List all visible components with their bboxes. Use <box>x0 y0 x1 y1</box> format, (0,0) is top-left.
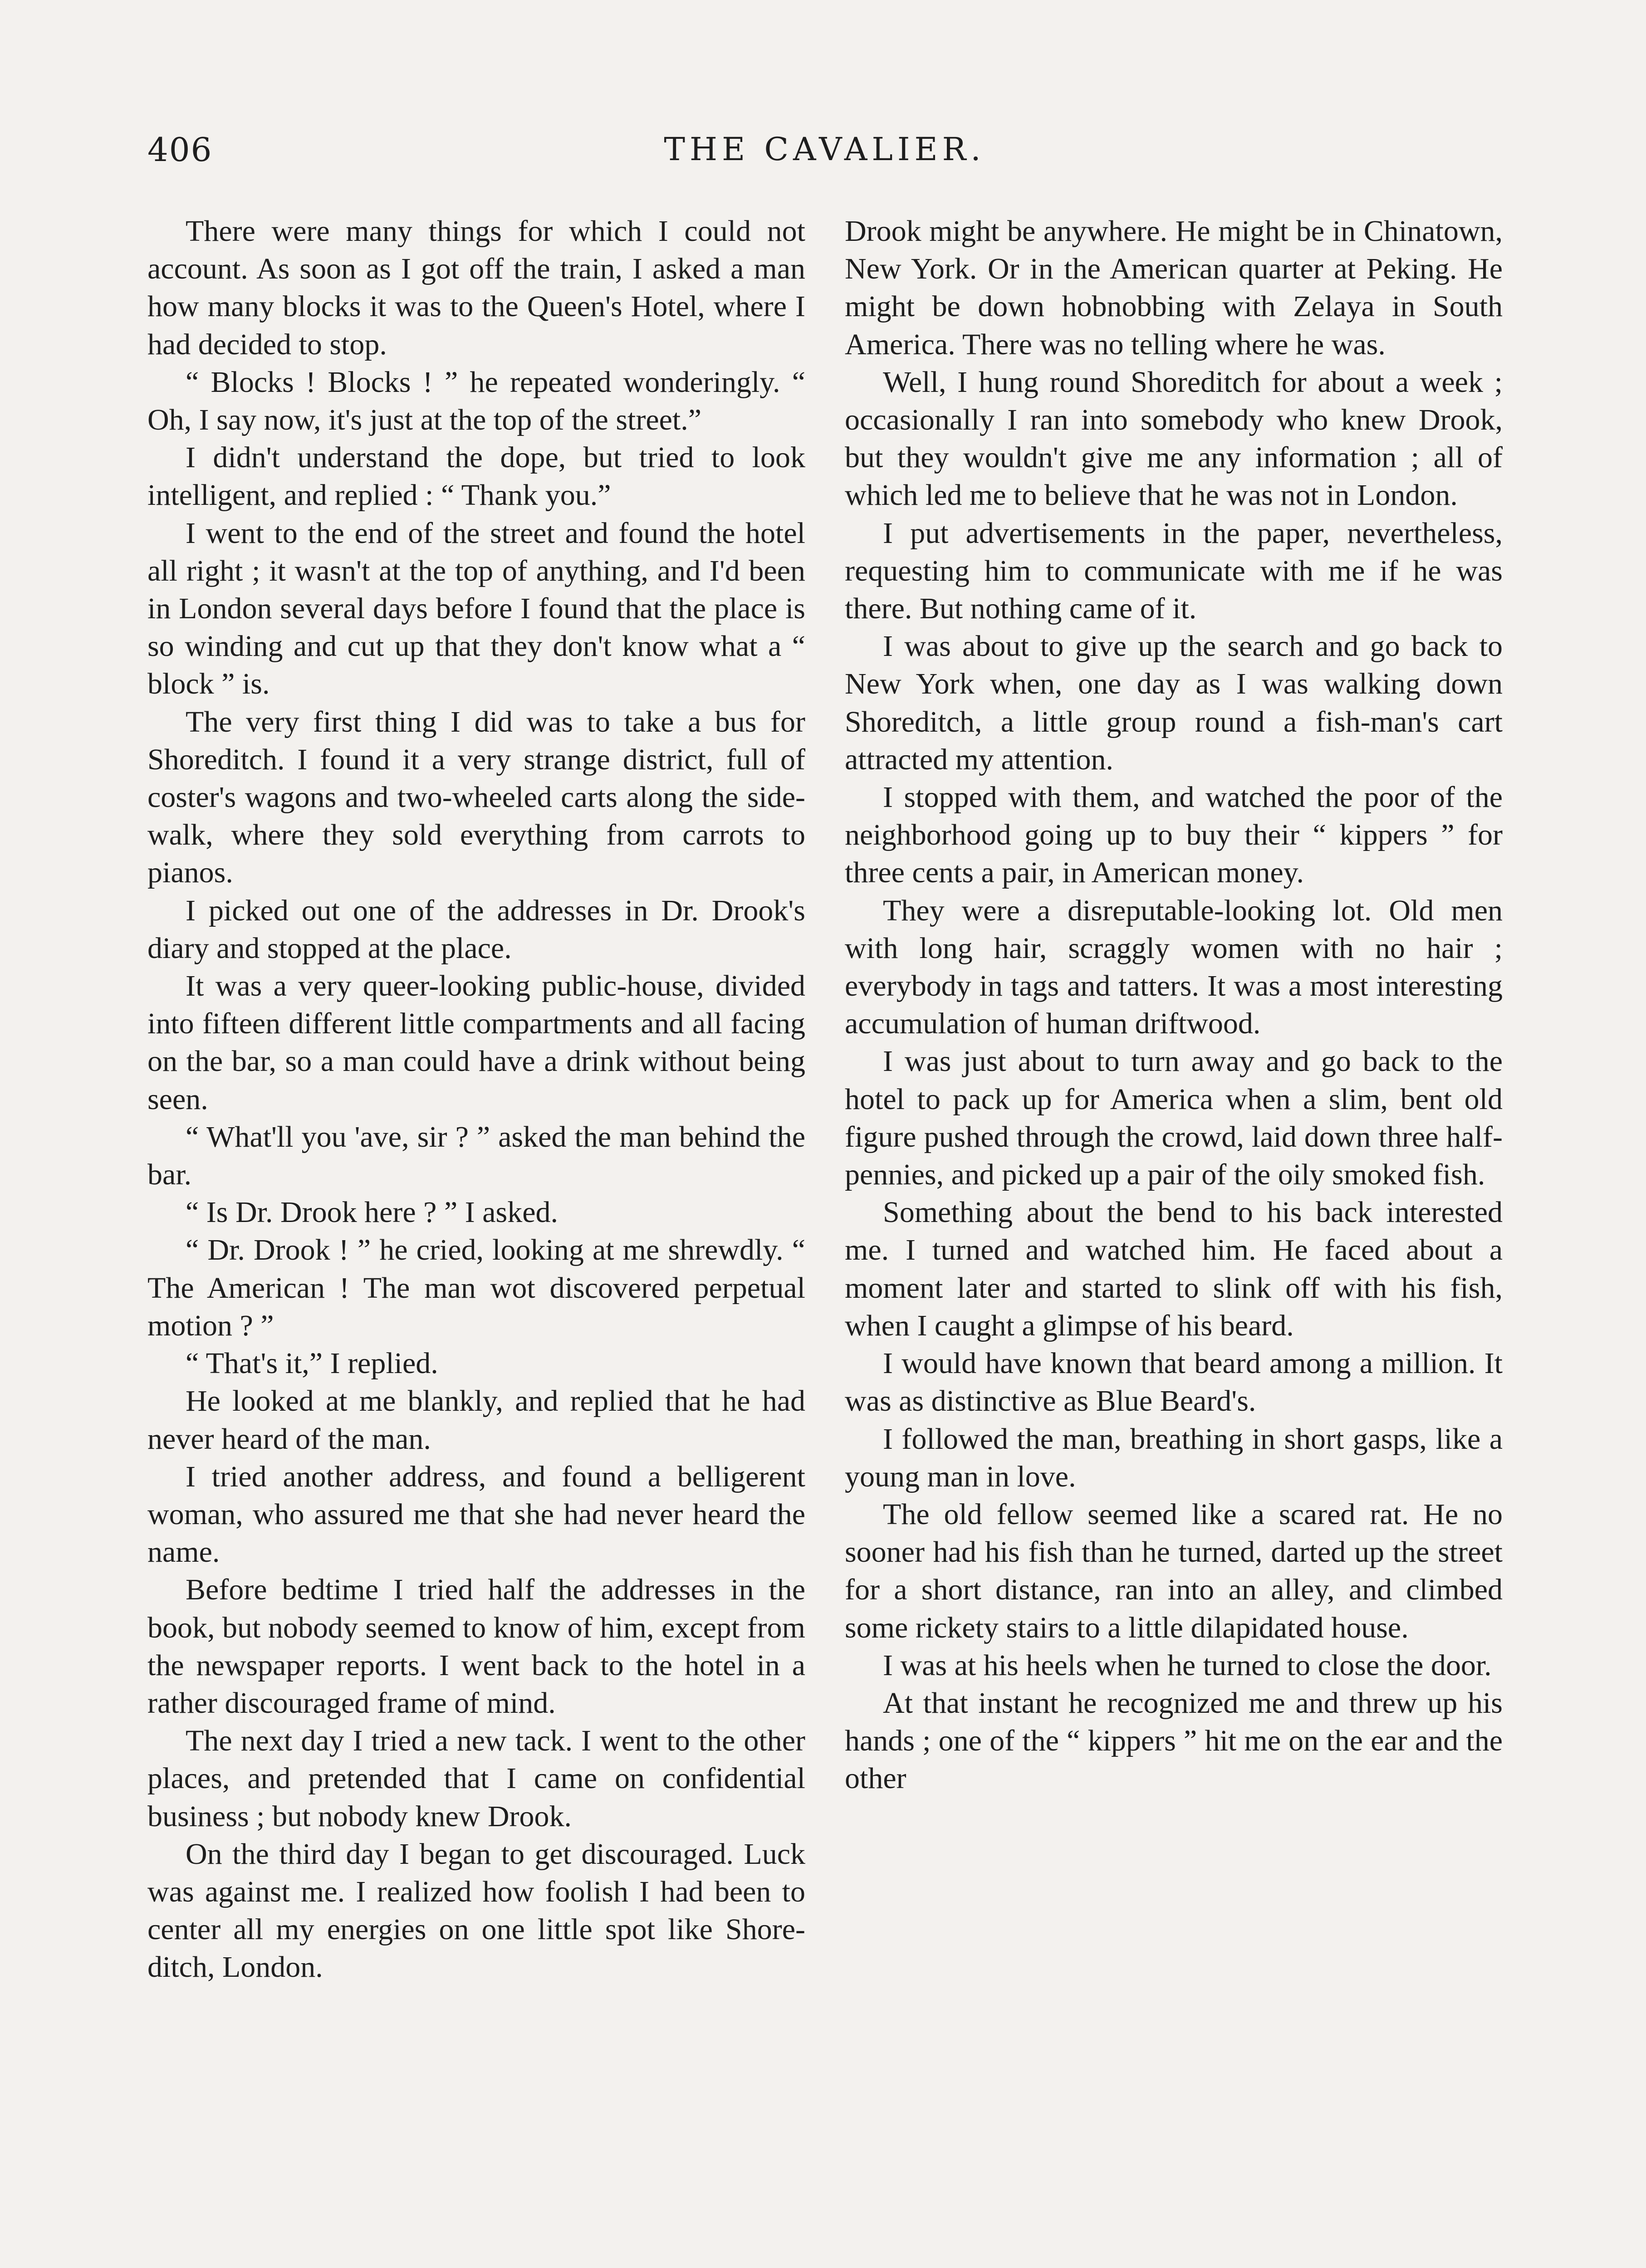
paragraph: The very first thing I did was to take a bus for Shoreditch. I found it a very strange district, full of coster's wagons and two-wheeled carts along the sidewalk, where they sold everything from carrots to pianos. <box>147 705 805 890</box>
paragraph: “ What'll you 'ave, sir ? ” asked the man behind the bar. <box>147 1120 805 1192</box>
paragraph: There were many things for which I could not account. As soon as I got off the train, I asked a man how many blocks it was to the Queen's Hotel, where I had decided to stop. <box>147 215 805 361</box>
paragraph: I was about to give up the search and go back to New York when, one day as I was walking down Shoreditch, a little group round a fish-man's cart attracted my attention. <box>845 630 1503 776</box>
paragraph: “ That's it,” I replied. <box>186 1347 438 1380</box>
paragraph: I went to the end of the street and found the hotel all right ; it wasn't at the top of anything, and I'd been in London several days before I found that the place is so winding and cut up that they don't know what a “ block ” is. <box>147 516 805 701</box>
paragraph: I was at his heels when he turned to close the door. <box>883 1648 1492 1682</box>
paragraph: I followed the man, breathing in short gasps, like a young man in love. <box>845 1422 1503 1493</box>
left-column <box>147 212 805 1986</box>
paragraph: I put advertisements in the paper, nevertheless, requesting him to communicate with me if he was there. But nothing came of it. <box>845 516 1503 626</box>
page-header <box>147 131 1502 181</box>
paragraph: Something about the bend to his back interested me. I turned and watched him. He faced about a moment later and started to slink off with his fish, when I caught a glimpse of his beard. <box>845 1196 1503 1342</box>
paragraph: At that instant he recognized me and threw up his hands ; one of the “ kippers ” hit me on the ear and the other <box>845 1686 1503 1795</box>
paragraph: I would have known that beard among a million. It was as distinctive as Blue Beard's. <box>845 1347 1503 1418</box>
page-number: 406 <box>147 131 213 169</box>
paragraph: The next day I tried a new tack. I went to the other places, and pretended that I came on confidential business ; but nobody knew Drook. <box>147 1724 805 1833</box>
paragraph-continued: Drook might be anywhere. He might be in Chinatown, New York. Or in the American quarter at Peking. He might be down hobnobbing with Zelaya in South America. There was no telling where he was. <box>845 215 1503 361</box>
paragraph: “ Dr. Drook ! ” he cried, looking at me shrewdly. “ The American ! The man wot discovered perpetual motion ? ” <box>147 1233 805 1342</box>
paragraph: Well, I hung round Shoreditch for about a week ; occasionally I ran into somebody who knew Drook, but they wouldn't give me any information ; all of which led me to believe that he was not in London. <box>845 365 1503 512</box>
paragraph: They were a disreputable-looking lot. Old men with long hair, scraggly women with no hair ; everybody in tags and tatters. It was a most interesting accumulation of human driftwood. <box>845 894 1503 1041</box>
paragraph: The old fellow seemed like a scared rat. He no sooner had his fish than he turned, darted up the street for a short distance, ran into an alley, and climbed some rickety stairs to a little dilapidated house. <box>845 1497 1503 1644</box>
paragraph: I stopped with them, and watched the poor of the neighborhood going up to buy their “ kippers ” for three cents a pair, in American money. <box>845 781 1503 890</box>
paragraph: I was just about to turn away and go back to the hotel to pack up for America when a slim, bent old figure pushed through the crowd, laid down three halfpennies, and picked up a pair of the oily smoked fish. <box>845 1045 1503 1192</box>
paragraph: I didn't understand the dope, but tried to look intelligent, and replied : “ Thank you.” <box>147 441 805 512</box>
paragraph: “ Is Dr. Drook here ? ” I asked. <box>186 1196 558 1229</box>
paragraph: “ Blocks ! Blocks ! ” he repeated wonderingly. “ Oh, I say now, it's just at the top of the street.” <box>147 365 805 437</box>
paragraph: It was a very queer-looking public-house, divided into fifteen different little compartments and all facing on the bar, so a man could have a drink without being seen. <box>147 969 805 1116</box>
paragraph: He looked at me blankly, and replied that he had never heard of the man. <box>147 1384 805 1456</box>
paragraph: I tried another address, and found a belligerent woman, who assured me that she had never heard the name. <box>147 1460 805 1569</box>
paragraph: I picked out one of the addresses in Dr. Drook's diary and stopped at the place. <box>147 894 805 965</box>
running-head: THE CAVALIER. <box>664 131 985 168</box>
paragraph: On the third day I began to get discouraged. Luck was against me. I realized how foolish I had been to center all my energies on one little spot like Shoreditch, London. <box>147 1837 805 1984</box>
right-column <box>845 212 1503 1798</box>
paragraph: Before bedtime I tried half the addresses in the book, but nobody seemed to know of him, except from the newspaper reports. I went back to the hotel in a rather discouraged frame of mind. <box>147 1573 805 1720</box>
